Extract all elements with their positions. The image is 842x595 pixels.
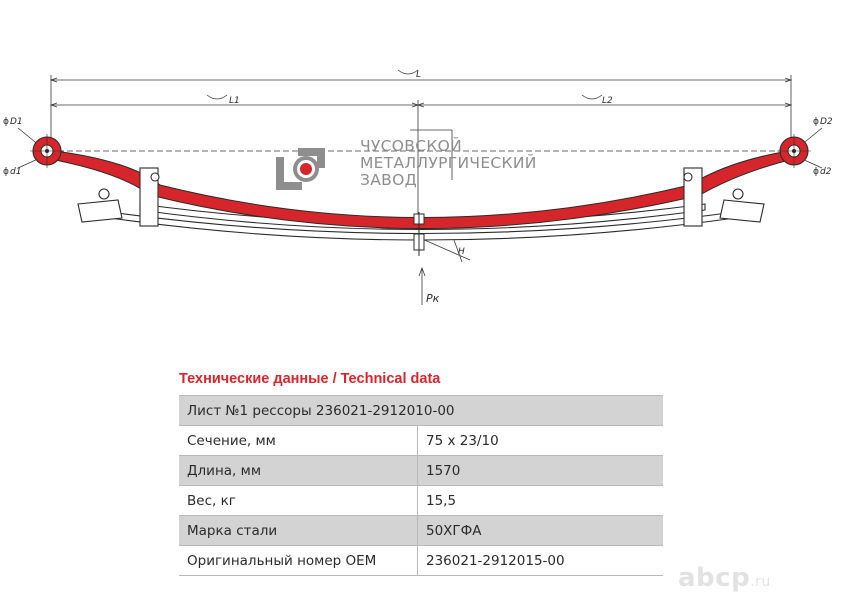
- spec-value: 15,5: [418, 486, 664, 516]
- company-name-line-3: ЗАВОД: [360, 171, 417, 189]
- dim-label-d2-inner: d2: [820, 167, 832, 177]
- table-row: [179, 546, 663, 576]
- table-row: [179, 516, 663, 546]
- left-eye: [30, 134, 64, 168]
- spec-label: Длина, мм: [179, 456, 418, 486]
- dim-label-d1-outer: D1: [10, 117, 23, 127]
- dim-label-l2: L2: [602, 96, 613, 106]
- specs-header-row: [179, 396, 663, 426]
- specs-title: Технические данные / Technical data: [179, 371, 441, 387]
- spec-value: 236021-2912015-00: [418, 546, 664, 576]
- table-row: [179, 426, 663, 456]
- svg-text:ϕ: ϕ: [813, 117, 819, 127]
- specs-header-cell: Лист №1 рессоры 236021-2912010-00: [179, 396, 663, 426]
- spec-label: Марка стали: [179, 516, 418, 546]
- watermark-name: abcp: [678, 563, 751, 593]
- table-row: [179, 456, 663, 486]
- watermark-tld: .ru: [750, 574, 771, 590]
- svg-text:ϕ: ϕ: [3, 117, 9, 127]
- specs-table: [179, 395, 663, 576]
- company-name: [360, 138, 537, 189]
- company-name-line-1: ЧУСОВСКОЙ: [360, 137, 463, 155]
- table-row: [179, 486, 663, 516]
- svg-text:ϕ: ϕ: [813, 167, 819, 177]
- spec-label: Сечение, мм: [179, 426, 418, 456]
- spec-value: 50ХГФА: [418, 516, 664, 546]
- company-logo-icon: [276, 148, 325, 190]
- left-clamp: [140, 168, 159, 226]
- dim-label-pk: Pк: [426, 292, 440, 305]
- company-name-line-2: МЕТАЛЛУРГИЧЕСКИЙ: [360, 154, 537, 172]
- spec-value: 1570: [418, 456, 664, 486]
- watermark: [678, 563, 771, 593]
- svg-text:ϕ: ϕ: [3, 167, 9, 177]
- spec-value: 75 х 23/10: [418, 426, 664, 456]
- dim-label-d2-outer: D2: [820, 117, 833, 127]
- right-pad: [720, 189, 764, 222]
- right-clamp: [684, 168, 702, 226]
- left-pad: [78, 189, 122, 222]
- dim-label-l1: L1: [229, 96, 240, 106]
- dim-label-d1-inner: d1: [10, 167, 22, 177]
- spec-label: Оригинальный номер OEM: [179, 546, 418, 576]
- dim-label-h: H: [458, 247, 465, 257]
- dim-label-l: L: [416, 70, 422, 80]
- right-eye: [777, 134, 811, 168]
- center-bolt: [414, 212, 424, 256]
- spec-label: Вес, кг: [179, 486, 418, 516]
